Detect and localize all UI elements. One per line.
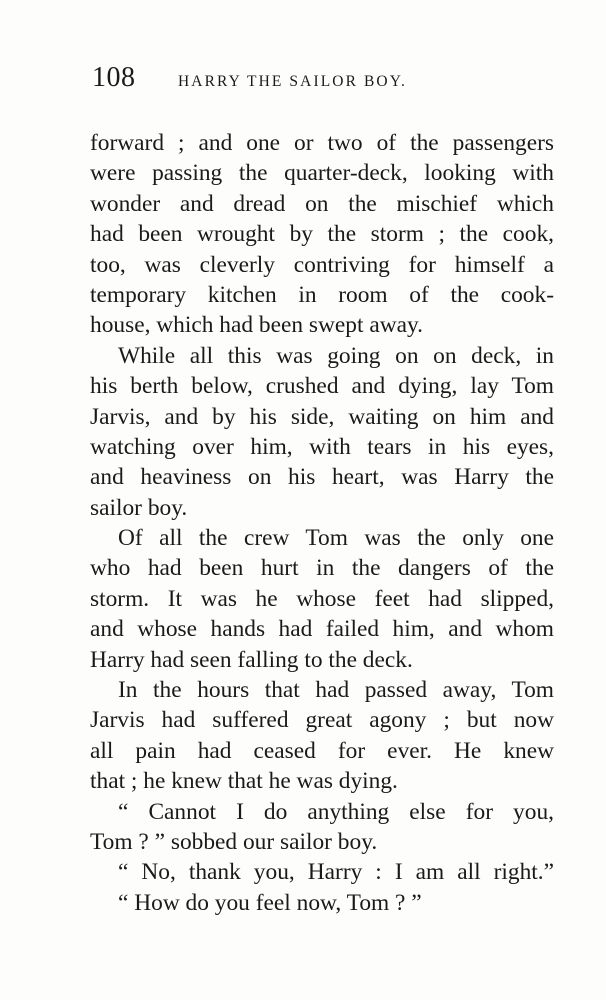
text-line: forward ; and one or two of the passengers <box>90 130 554 156</box>
running-title: HARRY THE SAILOR BOY. <box>178 73 407 90</box>
text-line: and whose hands had failed him, and whom <box>90 616 554 643</box>
page-header <box>92 62 554 102</box>
text-line: Harry had seen falling to the deck. <box>90 646 413 673</box>
text-line: who had been hurt in the dangers of the <box>90 555 554 582</box>
body-text <box>90 128 554 918</box>
text-line: “ How do you feel now, Tom ? ” <box>118 889 422 916</box>
text-line: In the hours that had passed away, Tom <box>118 677 554 704</box>
text-line: storm. It was he whose feet had slipped, <box>90 585 554 612</box>
text-line: that ; he knew that he was dying. <box>90 768 398 795</box>
text-line: Jarvis, and by his side, waiting on him and <box>90 403 554 430</box>
text-line: all pain had ceased for ever. He knew <box>90 737 554 764</box>
text-line: and heaviness on his heart, was Harry the <box>90 464 554 491</box>
text-line: watching over him, with tears in his eyes, <box>90 433 554 460</box>
text-line: house, which had been swept away. <box>90 312 423 339</box>
text-line: too, was cleverly contriving for himself a <box>90 251 554 278</box>
text-line: his berth below, crushed and dying, lay Tom <box>90 373 554 400</box>
text-line: Jarvis had suffered great agony ; but now <box>90 707 554 734</box>
text-line: sailor boy. <box>90 494 188 521</box>
text-line: wonder and dread on the mischief which <box>90 190 554 217</box>
page-number: 108 <box>92 62 136 93</box>
text-line: Of all the crew Tom was the only one <box>118 525 554 552</box>
text-line: “ No, thank you, Harry : I am all right.” <box>118 859 554 886</box>
text-line: were passing the quarter-deck, looking with <box>90 160 554 187</box>
text-line: temporary kitchen in room of the cook- <box>90 281 554 308</box>
text-line: While all this was going on on deck, in <box>118 342 554 369</box>
text-line: Tom ? ” sobbed our sailor boy. <box>90 828 378 855</box>
text-line: “ Cannot I do anything else for you, <box>118 798 554 825</box>
text-line: had been wrought by the storm ; the cook, <box>90 221 554 248</box>
